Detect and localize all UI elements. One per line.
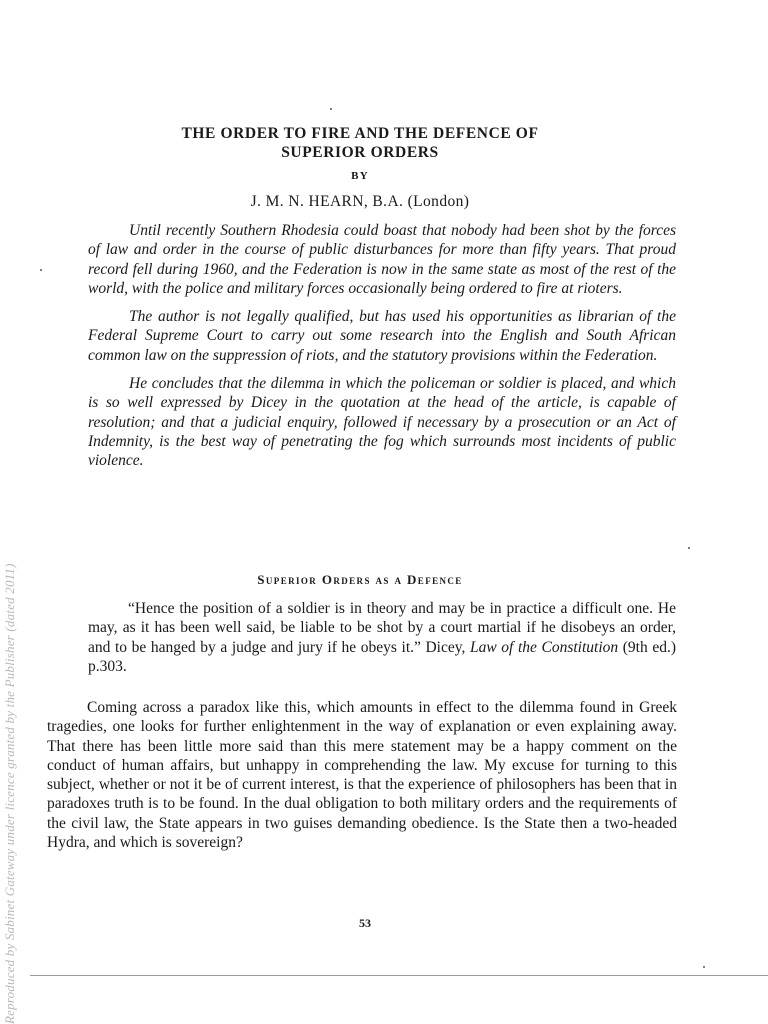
scan-speck xyxy=(40,269,42,271)
body-paragraph: Coming across a paradox like this, which amounts in effect to the dilemma found in Greek tragedies, one looks for further enlightenment in the way of explanation or even explaining away. That there has been little more said than this mere statement may be a happy comment on the conduct of human affairs, but unhappy in comprehending the law. My excuse for turning to this subject, whether or not it be of current interest, is that the experience of philosophers has been that in paradoxes truth is to be found. In the dual obligation to both military orders and the requirements of the civil law, the State appears in two guises demanding obedience. Is the State then a two-headed Hydra, and which is sovereign? xyxy=(47,699,677,852)
abstract xyxy=(88,221,676,480)
scan-speck xyxy=(688,547,690,549)
quote-text: “Hence the position of a soldier is in theory and may be in practice a difficult one. He may, as it has been well said, be liable to be shot by a court martial if he disobeys an order, and to be hanged by a judge and jury if he obeys it.” Dicey, xyxy=(88,600,676,656)
section-heading: Superior Orders as a Defence xyxy=(257,572,463,587)
title-line-1: THE ORDER TO FIRE AND THE DEFENCE OF xyxy=(181,125,539,142)
epigraph-quote xyxy=(88,599,676,676)
abstract-paragraph-1: Until recently Southern Rhodesia could boast that nobody had been shot by the forces of law and order in the course of public disturbances for more than fifty years. That proud record fell during 1960, and the Federation is now in the same state as most of the rest of the world, with the police and military forces occasionally being ordered to fire at rioters. xyxy=(88,222,676,297)
quote-source-title: Law of the Constitution xyxy=(469,638,619,656)
abstract-paragraph-3: He concludes that the dilemma in which the policeman or soldier is placed, and which is so well expressed by Dicey in the quotation at the head of the article, is capable of resolution; and that a judicial enquiry, followed if necessary by a prosecution or an Act of Indemnity, is the best way of penetrating the fog which surrounds most incidents of public violence. xyxy=(88,375,676,470)
footer-rule xyxy=(30,975,768,976)
byline-label: BY xyxy=(351,170,369,182)
abstract-paragraph-2: The author is not legally qualified, but has used his opportunities as librarian of the Federal Supreme Court to carry out some research into the English and South African common law on the suppression of riots, and the statutory provisions within the Federation. xyxy=(88,308,676,364)
scan-speck xyxy=(330,108,332,110)
page-number: 53 xyxy=(359,916,371,930)
scan-speck xyxy=(703,966,705,968)
title-line-2: SUPERIOR ORDERS xyxy=(281,144,439,161)
article-title xyxy=(100,124,620,162)
quote-source-rest: (9th ed.) p.303. xyxy=(88,638,676,675)
watermark-text: Reproduced by Sabinet Gateway under licence granted by the Publisher (dated 2011) xyxy=(2,563,17,1024)
author-name: J. M. N. HEARN, B.A. (London) xyxy=(250,193,470,210)
